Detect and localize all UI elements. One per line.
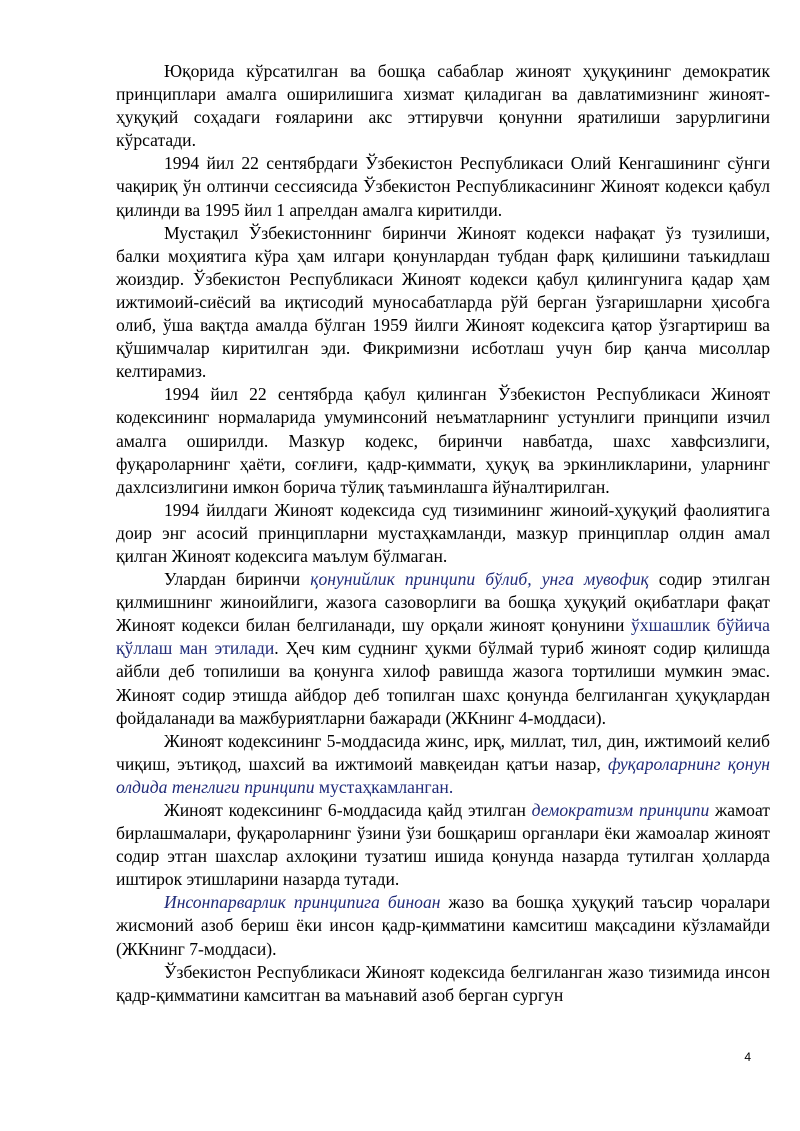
paragraph-8-text-b: жамоат бирлашмалари, фуқароларнинг ўзини ўзи бошқариш органлари ёки жамоалар жиноят содир этган шахслар ахлоқини тузатиш ишида қонунда назарда тутилган ҳолларда иштирок этишларини назарда тутади. xyxy=(116,800,770,890)
democracy-principle-highlight: демократизм принципи xyxy=(531,800,710,820)
body-text xyxy=(116,60,770,1007)
paragraph-6 xyxy=(116,568,770,730)
paragraph-7 xyxy=(116,730,770,799)
paragraph-8 xyxy=(116,799,770,891)
paragraph-2: 1994 йил 22 сентябрдаги Ўзбекистон Республикаси Олий Кенгашининг сўнги чақириқ ўн олтинчи сессиясида Ўзбекистон Республикасининг Жиноят кодекси қабул қилинди ва 1995 йил 1 апрелдан амалга киритилди. xyxy=(116,153,770,220)
humanism-principle-highlight: Инсонпарварлик принципига биноан xyxy=(164,892,441,913)
paragraph-7-text-b: мустаҳкамланган. xyxy=(314,776,454,797)
equality-principle-highlight: фуқароларнинг қонун олдида тенглиги принципи xyxy=(116,753,770,797)
paragraph-1: Юқорида кўрсатилган ва бошқа сабаблар жиноят ҳуқуқининг демократик принциплари амалга оширилишига хизмат қиладиган ва давлатимизнинг жиноят-ҳуқуқий соҳадаги ғояларини акс эттирувчи қонунни яратилиши зарурлигини кўрсатади. xyxy=(116,61,770,151)
paragraph-7-text-a: Жиноят кодексининг 5-моддасида жинс, ирқ, миллат, тил, дин, ижтимоий келиб чиқиш, эътиқод, шахсий ва ижтимоий мавқеидан қатъи назар, xyxy=(116,730,770,774)
paragraph-6-text-c: . Ҳеч ким суднинг ҳукми бўлмай туриб жиноят содир қилишда айбли деб топилиши ва қонунга хилоф равишда жазога тортилиши мумкин эмас. Жиноят содир этишда айбдор деб топилган шахс қонунда белгиланган ҳуқуқлардан фойдаланади ва мажбуриятларни бажаради (ЖКнинг 4-моддаси). xyxy=(116,638,770,728)
analogy-ban-highlight: ўхшашлик бўйича қўллаш ман этилади xyxy=(116,615,770,659)
paragraph-6-text-a: Улардан биринчи xyxy=(164,569,311,590)
paragraph-9-text-a: жазо ва бошқа ҳуқуқий таъсир чоралари жисмоний азоб бериш ёки инсон қадр-қимматини камситиш мақсадини кўзламайди (ЖКнинг 7-моддаси). xyxy=(116,892,770,959)
paragraph-4: 1994 йил 22 сентябрда қабул қилинган Ўзбекистон Республикаси Жиноят кодексининг нормаларида умуминсоний неъматларнинг устунлиги принципи изчил амалга оширилди. Мазкур кодекс, биринчи навбатда, шахс хавфсизлиги, фуқароларнинг ҳаёти, соғлиғи, қадр-қиммати, ҳуқуқ ва эркинликларини, уларнинг дахлсизлигини имкон борича тўлиқ таъминлашга йўналтирилган. xyxy=(116,384,770,497)
paragraph-3: Мустақил Ўзбекистоннинг биринчи Жиноят кодекси нафақат ўз тузилиши, балки моҳиятига кўра ҳам илгари қонунлардан тубдан фарқ қилишини таъкидлаш жоиздир. Ўзбекистон Республикаси Жиноят кодекси қабул қилингунига қадар ҳам ижтимоий-сиёсий ва иқтисодий муносабатларда рўй берган ўзгаришларни ҳисобга олиб, ўша вақтда амалда бўлган 1959 йилги Жиноят кодексига қатор ўзгартириш ва қўшимчалар киритилган эди. Фикримизни исботлаш учун бир қанча мисоллар келтирамиз. xyxy=(116,222,770,382)
page-number: 4 xyxy=(744,1050,751,1064)
paragraph-5: 1994 йилдаги Жиноят кодексида суд тизимининг жиноий-ҳуқуқий фаолиятига доир энг асосий принципларни мустаҳкамланди, мазкур принциплар олдин амал қилган Жиноят кодексига маълум бўлмаган. xyxy=(116,499,770,566)
paragraph-9 xyxy=(116,891,770,960)
legality-principle-highlight: қонунийлик принципи бўлиб, унга мувофиқ xyxy=(310,569,649,590)
paragraph-6-text-b: содир этилган қилмишнинг жиноийлиги, жазога сазоворлиги ва бошқа ҳуқуқий оқибатлари фақат Жиноят кодекси билан белгиланади, шу орқали жиноят қонунини xyxy=(116,569,771,636)
paragraph-10: Ўзбекистон Республикаси Жиноят кодексида белгиланган жазо тизимида инсон қадр-қимматини камситган ва маънавий азоб берган сургун xyxy=(116,961,770,1005)
paragraph-8-text-a: Жиноят кодексининг 6-моддасида қайд этилган xyxy=(164,800,532,820)
